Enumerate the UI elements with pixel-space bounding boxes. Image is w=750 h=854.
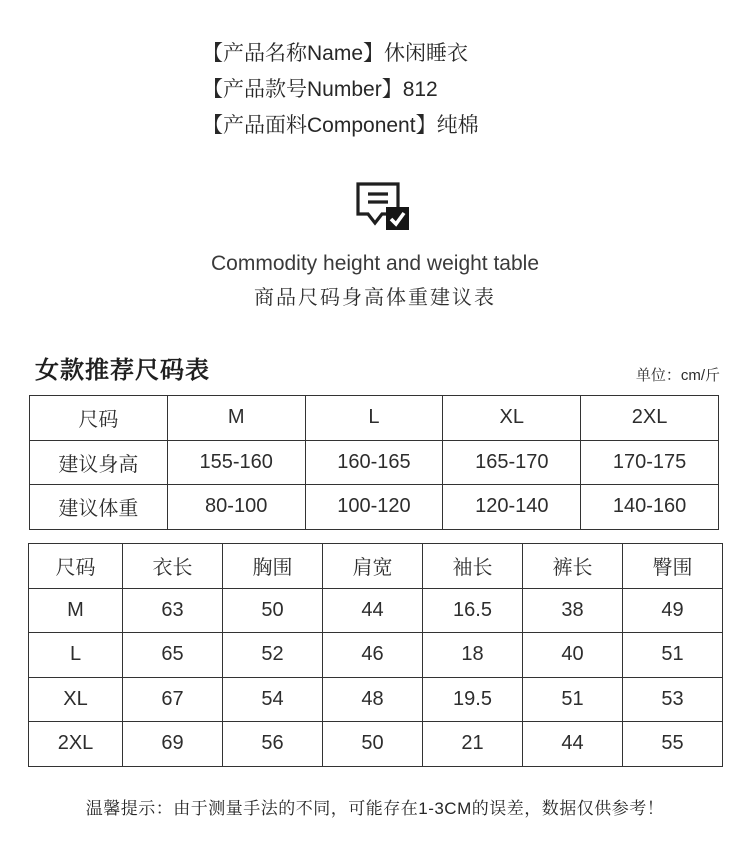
unit-label: 单位：cm/斤	[635, 367, 720, 384]
column-header: 袖长	[423, 544, 523, 589]
row-label: 建议体重	[30, 485, 168, 530]
table-cell: 50	[223, 588, 323, 633]
table-header-row	[29, 544, 723, 589]
table-cell: 46	[323, 633, 423, 678]
table-cell: 56	[223, 722, 323, 767]
product-number-line: 【产品款号Number】812	[202, 78, 438, 101]
table-cell: 38	[523, 588, 623, 633]
column-header: 尺码	[30, 396, 168, 441]
table-cell: 155-160	[167, 440, 305, 485]
measurements-table	[28, 543, 723, 767]
column-header: 裤长	[523, 544, 623, 589]
measurement-disclaimer: 温馨提示：由于测量手法的不同，可能存在1-3CM的误差，数据仅供参考！	[85, 799, 665, 818]
table-cell: 63	[123, 588, 223, 633]
table-cell: 65	[123, 633, 223, 678]
table-cell: 49	[623, 588, 723, 633]
intro-title-chinese: 商品尺码身高体重建议表	[254, 287, 496, 309]
size-recommendation-table	[29, 395, 719, 530]
row-label: M	[29, 588, 123, 633]
column-header: 衣长	[123, 544, 223, 589]
table-row	[29, 633, 723, 678]
column-header: 2XL	[581, 396, 719, 441]
column-header: 胸围	[223, 544, 323, 589]
table-cell: 40	[523, 633, 623, 678]
row-label: L	[29, 633, 123, 678]
table-cell: 54	[223, 677, 323, 722]
table-cell: 18	[423, 633, 523, 678]
table-cell: 140-160	[581, 485, 719, 530]
table-cell: 165-170	[443, 440, 581, 485]
section-heading: 女款推荐尺码表	[35, 357, 210, 384]
table-cell: 80-100	[167, 485, 305, 530]
table-cell: 55	[623, 722, 723, 767]
table-cell: 67	[123, 677, 223, 722]
message-check-icon	[351, 180, 413, 234]
table-row	[29, 677, 723, 722]
table-row	[30, 485, 719, 530]
column-header: M	[167, 396, 305, 441]
column-header: XL	[443, 396, 581, 441]
table-row	[29, 588, 723, 633]
table-cell: 50	[323, 722, 423, 767]
product-name-line: 【产品名称Name】休闲睡衣	[202, 42, 469, 65]
table-row	[30, 440, 719, 485]
table-cell: 69	[123, 722, 223, 767]
row-label: 建议身高	[30, 440, 168, 485]
row-label: XL	[29, 677, 123, 722]
table-cell: 53	[623, 677, 723, 722]
column-header: L	[305, 396, 443, 441]
table-cell: 19.5	[423, 677, 523, 722]
table-cell: 51	[623, 633, 723, 678]
table-cell: 120-140	[443, 485, 581, 530]
table-cell: 44	[523, 722, 623, 767]
table-cell: 21	[423, 722, 523, 767]
table-cell: 48	[323, 677, 423, 722]
product-info-block	[202, 36, 479, 144]
table-row	[29, 722, 723, 767]
table-cell: 100-120	[305, 485, 443, 530]
product-fabric-line: 【产品面料Component】纯棉	[202, 114, 479, 137]
intro-title-english: Commodity height and weight table	[210, 252, 540, 275]
column-header: 尺码	[29, 544, 123, 589]
table-cell: 16.5	[423, 588, 523, 633]
column-header: 肩宽	[323, 544, 423, 589]
table-cell: 51	[523, 677, 623, 722]
table-cell: 160-165	[305, 440, 443, 485]
table-header-row	[30, 396, 719, 441]
column-header: 臀围	[623, 544, 723, 589]
row-label: 2XL	[29, 722, 123, 767]
table-cell: 52	[223, 633, 323, 678]
table-cell: 44	[323, 588, 423, 633]
table-cell: 170-175	[581, 440, 719, 485]
